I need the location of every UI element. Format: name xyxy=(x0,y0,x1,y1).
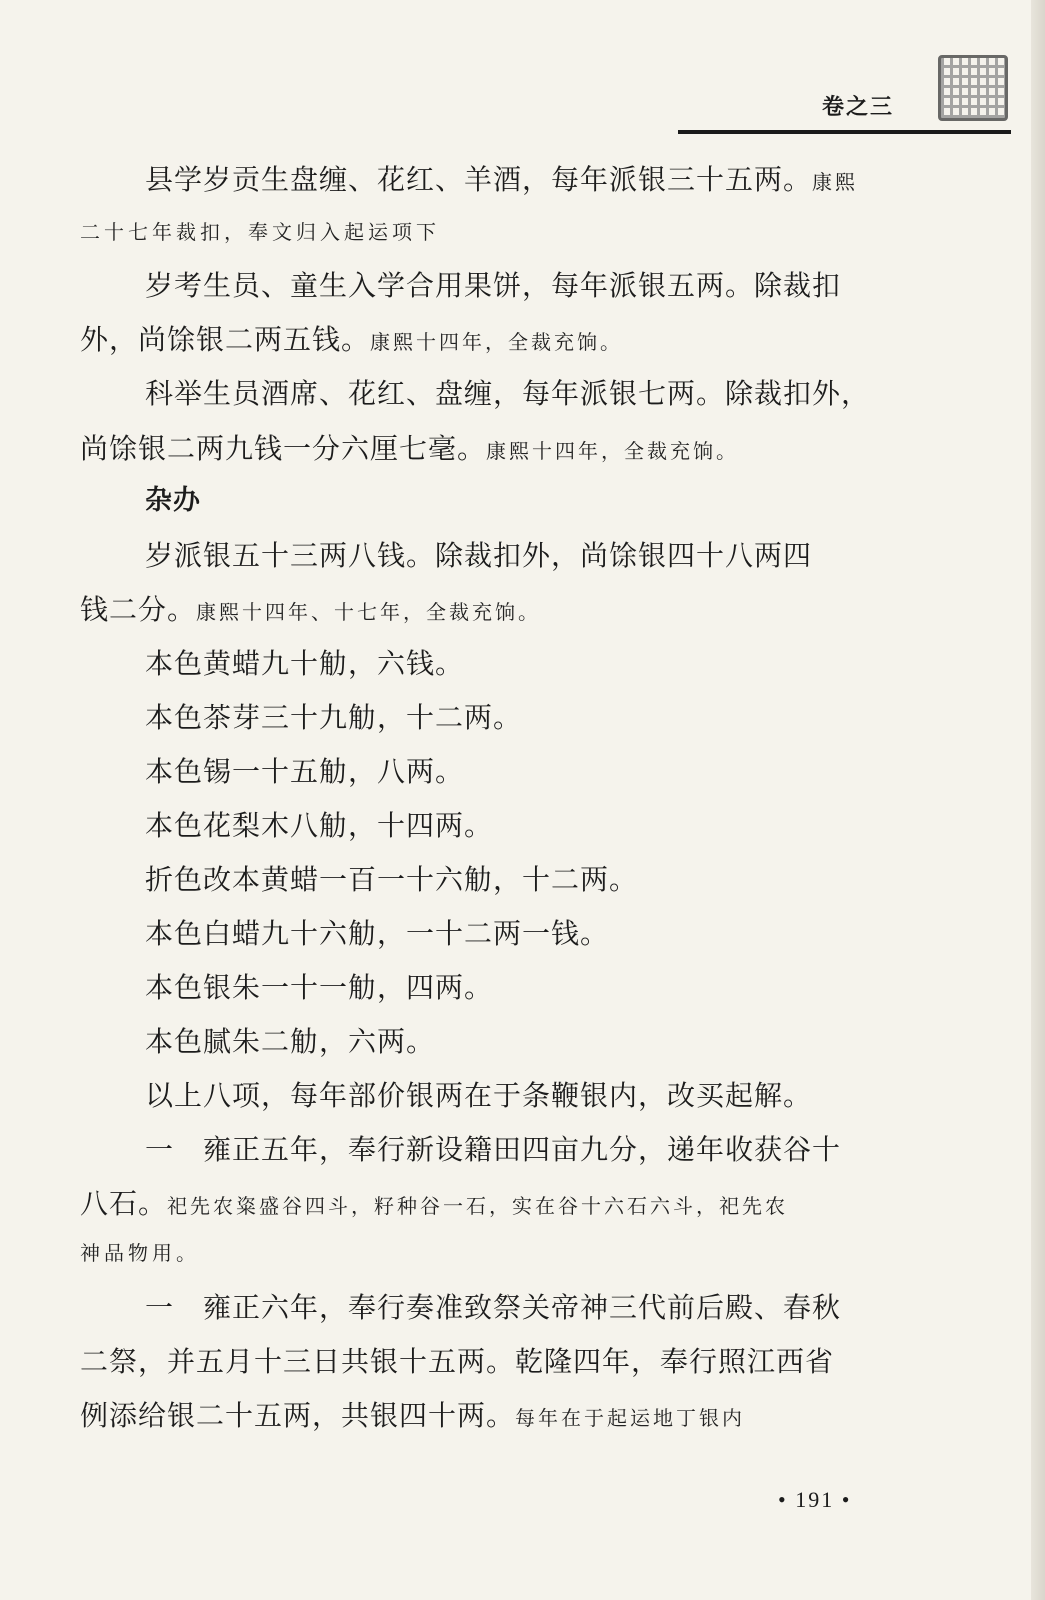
note-line: 神品物用。 xyxy=(80,1241,200,1265)
text-line: 外，尚馀银二两五钱。康熙十四年，全裁充饷。 xyxy=(80,323,624,356)
list-item: 本色花梨木八觔，十四两。 xyxy=(145,809,494,842)
text-line: 一 雍正五年，奉行新设籍田四亩九分，递年收获谷十 xyxy=(145,1133,842,1166)
list-item: 本色锡一十五觔，八两。 xyxy=(145,755,465,788)
section-heading: 杂办 xyxy=(145,485,201,516)
list-item: 本色腻朱二觔，六两。 xyxy=(145,1025,436,1058)
page-number: • 191 • xyxy=(778,1487,852,1512)
chapter-title: 卷之三 xyxy=(822,95,895,120)
text-line: 二祭，并五月十三日共银十五两。乾隆四年，奉行照江西省 xyxy=(80,1345,835,1378)
text-line: 例添给银二十五两，共银四十两。每年在于起运地丁银内 xyxy=(80,1399,746,1432)
text-line: 八石。祀先农粢盛谷四斗，籽种谷一石，实在谷十六石六斗，祀先农 xyxy=(80,1187,789,1220)
list-item: 本色白蜡九十六觔，一十二两一钱。 xyxy=(145,917,610,950)
page-edge xyxy=(1031,0,1045,1600)
text-line: 县学岁贡生盘缠、花红、羊酒，每年派银三十五两。康熙 xyxy=(145,163,859,196)
text-line: 以上八项，每年部价银两在于条鞭银内，改买起解。 xyxy=(145,1079,813,1112)
note-line: 二十七年裁扣，奉文归入起运项下 xyxy=(80,220,440,244)
text-line: 尚馀银二两九钱一分六厘七毫。康熙十四年，全裁充饷。 xyxy=(80,432,740,465)
list-item: 折色改本黄蜡一百一十六觔，十二两。 xyxy=(145,863,639,896)
text-line: 岁派银五十三两八钱。除裁扣外，尚馀银四十八两四 xyxy=(145,539,813,572)
text-line: 科举生员酒席、花红、盘缠，每年派银七两。除裁扣外， xyxy=(145,377,871,410)
header-rule xyxy=(678,130,1011,134)
list-item: 本色黄蜡九十觔，六钱。 xyxy=(145,647,465,680)
list-item: 本色银朱一十一觔，四两。 xyxy=(145,971,494,1004)
text-line: 一 雍正六年，奉行奏准致祭关帝神三代前后殿、春秋 xyxy=(145,1291,842,1324)
text-line: 钱二分。康熙十四年、十七年，全裁充饷。 xyxy=(80,593,542,626)
text-line: 岁考生员、童生入学合用果饼，每年派银五两。除裁扣 xyxy=(145,269,842,302)
list-item: 本色茶芽三十九觔，十二两。 xyxy=(145,701,523,734)
seal-stamp-logo xyxy=(938,55,1008,121)
